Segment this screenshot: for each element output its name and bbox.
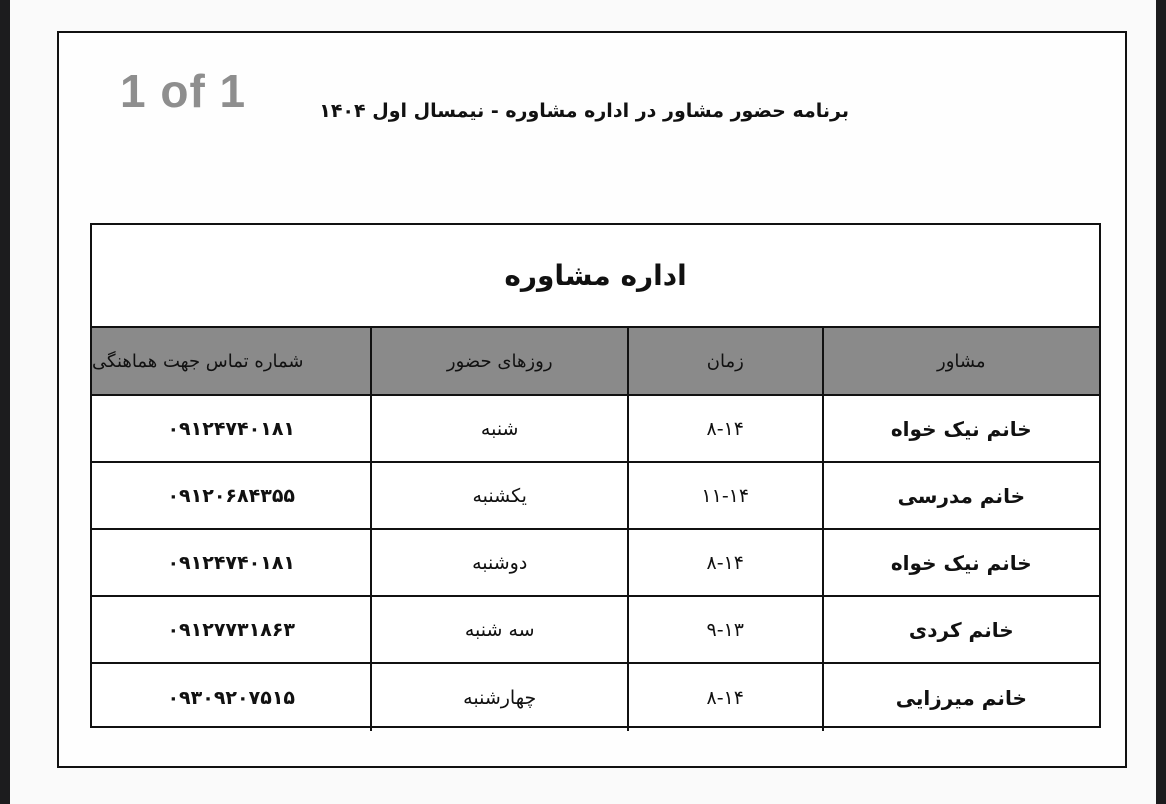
phone-cell: ۰۹۱۲۴۷۴۰۱۸۱ <box>167 551 296 574</box>
days-cell: یکشنبه <box>370 463 626 528</box>
table-row <box>92 597 1099 664</box>
column-header-days: روزهای حضور <box>370 328 626 394</box>
days-cell: شنبه <box>370 396 626 461</box>
time-cell: ۸-۱۴ <box>627 530 822 595</box>
days-cell: دوشنبه <box>370 530 626 595</box>
phone-cell: ۰۹۳۰۹۲۰۷۵۱۵ <box>167 686 296 709</box>
time-cell: ۸-۱۴ <box>627 664 822 731</box>
page-indicator: 1 of 1 <box>120 65 247 117</box>
counselor-cell: خانم نیک خواه <box>822 396 1099 461</box>
days-cell: چهارشنبه <box>370 664 626 731</box>
time-cell: ۹-۱۳ <box>627 597 822 662</box>
counselor-cell: خانم کردی <box>822 597 1099 662</box>
column-header-phone: شماره تماس جهت هماهنگی <box>92 350 304 372</box>
counselor-cell: خانم میرزایی <box>822 664 1099 731</box>
table-row <box>92 530 1099 597</box>
office-title: اداره مشاوره <box>92 225 1099 328</box>
table-row <box>92 396 1099 463</box>
column-header-counselor: مشاور <box>822 328 1099 394</box>
phone-cell: ۰۹۱۲۰۶۸۴۳۵۵ <box>167 484 296 507</box>
time-cell: ۱۱-۱۴ <box>627 463 822 528</box>
phone-cell: ۰۹۱۲۷۷۳۱۸۶۳ <box>167 618 296 641</box>
document-title: برنامه حضور مشاور در اداره مشاوره - نیمسال اول ۱۴۰۴ <box>319 100 849 122</box>
schedule-table <box>90 223 1101 728</box>
time-cell: ۸-۱۴ <box>627 396 822 461</box>
phone-cell: ۰۹۱۲۴۷۴۰۱۸۱ <box>167 417 296 440</box>
table-header-row <box>92 328 1099 396</box>
column-header-time: زمان <box>627 328 822 394</box>
counselor-cell: خانم نیک خواه <box>822 530 1099 595</box>
table-row <box>92 664 1099 731</box>
table-row <box>92 463 1099 530</box>
document-page <box>10 0 1156 804</box>
days-cell: سه شنبه <box>370 597 626 662</box>
counselor-cell: خانم مدرسی <box>822 463 1099 528</box>
